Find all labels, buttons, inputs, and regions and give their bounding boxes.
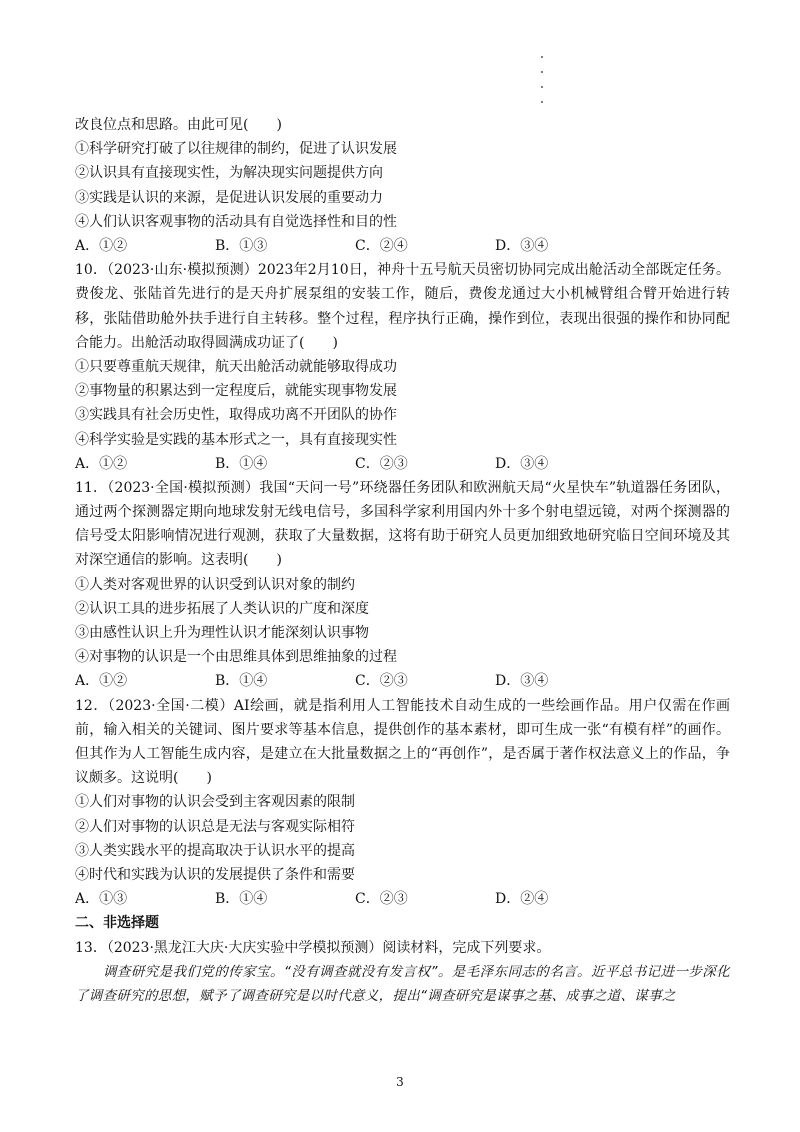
- q11-item-2: ②认识工具的进步拓展了人类认识的广度和深度: [75, 600, 369, 617]
- option-b: B．①④: [215, 673, 268, 690]
- section-heading: 二、非选择题: [75, 915, 159, 932]
- q13-stem: 13．（2023·黑龙江大庆·大庆实验中学模拟预测）阅读材料，完成下列要求。: [75, 939, 551, 956]
- option-c: C．②④: [355, 237, 408, 254]
- option-a: A．①②: [75, 455, 128, 472]
- q11-stem: 11．（2023·全国·模拟预测）我国“天问一号”环绕器任务团队和欧洲航天局“火星快车”轨道器任务团队，通过两个探测器定期向地球发射无线电信号，多国科学家利用国内外十多个射电望远镜，对两个探测器的信号受太阳影响情况进行观测，获取了大量数据，这将有助于研究人员更加细致地研究临日空间环境及其对深空通信的影响。这表明( ): [75, 479, 730, 569]
- q9-item-4: ④人们认识客观事物的活动具有自觉选择性和目的性: [75, 213, 397, 230]
- option-b: B．①④: [215, 891, 268, 908]
- option-d: D．③④: [495, 455, 549, 472]
- option-c: C．②③: [355, 673, 408, 690]
- q12-item-3: ③人类实践水平的提高取决于认识水平的提高: [75, 842, 355, 859]
- q9-stem-end: 改良位点和思路。由此可见( ): [75, 117, 282, 133]
- q12-options: [75, 887, 730, 911]
- option-a: A．①②: [75, 673, 128, 690]
- page-content: [75, 113, 730, 1008]
- option-d: D．②④: [495, 891, 549, 908]
- q12-item-2: ②人们对事物的认识总是无法与客观实际相符: [75, 818, 355, 835]
- q12-stem: 12．（2023·全国·二模）AI绘画，就是指利用人工智能技术自动生成的一些绘画作品。用户仅需在作画前，输入相关的关键词、图片要求等基本信息，提供创作的基本素材，即可生成一张“有模有样”的画作。但其作为人工智能生成内容，是建立在大批量数据之上的“再创作”，是否属于著作权法意义上的作品，争议颇多。这说明( ): [75, 697, 730, 787]
- q11-item-1: ①人类对客观世界的认识受到认识对象的制约: [75, 576, 355, 593]
- q12-item-1: ①人们对事物的认识会受到主客观因素的限制: [75, 794, 355, 811]
- q10-stem: 10．（2023·山东·模拟预测）2023年2月10日，神舟十五号航天员密切协同完成出舱活动全部既定任务。费俊龙、张陆首先进行的是天舟扩展泵组的安装工作，随后，费俊龙通过大小机械臂组合臂开始进行转移，张陆借助舱外扶手进行自主转移。整个过程，程序执行正确，操作到位，表现出很强的操作和协同配合能力。出舱活动取得圆满成功证了( ): [75, 262, 730, 351]
- option-b: B．①③: [215, 237, 268, 254]
- page-number: 3: [396, 1075, 404, 1089]
- option-a: A．①②: [75, 237, 128, 254]
- option-d: D．③④: [495, 673, 549, 690]
- q10-item-1: ①只要尊重航天规律，航天出舱活动就能够取得成功: [75, 358, 397, 375]
- option-d: D．③④: [495, 237, 549, 254]
- option-c: C．②③: [355, 891, 408, 908]
- q10-item-4: ④科学实验是实践的基本形式之一，具有直接现实性: [75, 431, 397, 448]
- q10-item-3: ③实践具有社会历史性，取得成功离不开团队的协作: [75, 407, 397, 424]
- q12-item-4: ④时代和实践为认识的发展提供了条件和需要: [75, 867, 355, 883]
- q11-item-4: ④对事物的认识是一个由思维具体到思维抽象的过程: [75, 649, 397, 666]
- q13-material: 调查研究是我们党的传家宝。“没有调查就没有发言权”。是毛泽东同志的名言。近平总书记进一步深化了调查研究的思想，赋予了调查研究是以时代意义，提出“调查研究是谋事之基、成事之道、谋事之: [75, 963, 730, 1004]
- option-b: B．①④: [215, 455, 268, 472]
- q10-item-2: ②事物量的积累达到一定程度后，就能实现事物发展: [75, 383, 397, 400]
- q10-options: [75, 452, 730, 476]
- q9-options: [75, 234, 730, 258]
- margin-dots: [541, 56, 545, 116]
- q9-item-3: ③实践是认识的来源，是促进认识发展的重要动力: [75, 189, 383, 206]
- option-c: C．②③: [355, 455, 408, 472]
- q11-options: [75, 669, 730, 693]
- q9-item-1: ①科学研究打破了以往规律的制约，促进了认识发展: [75, 141, 397, 158]
- option-a: A．①③: [75, 891, 128, 908]
- q11-item-3: ③由感性认识上升为理性认识才能深刻认识事物: [75, 625, 369, 642]
- q9-item-2: ②认识具有直接现实性，为解决现实问题提供方向: [75, 165, 383, 182]
